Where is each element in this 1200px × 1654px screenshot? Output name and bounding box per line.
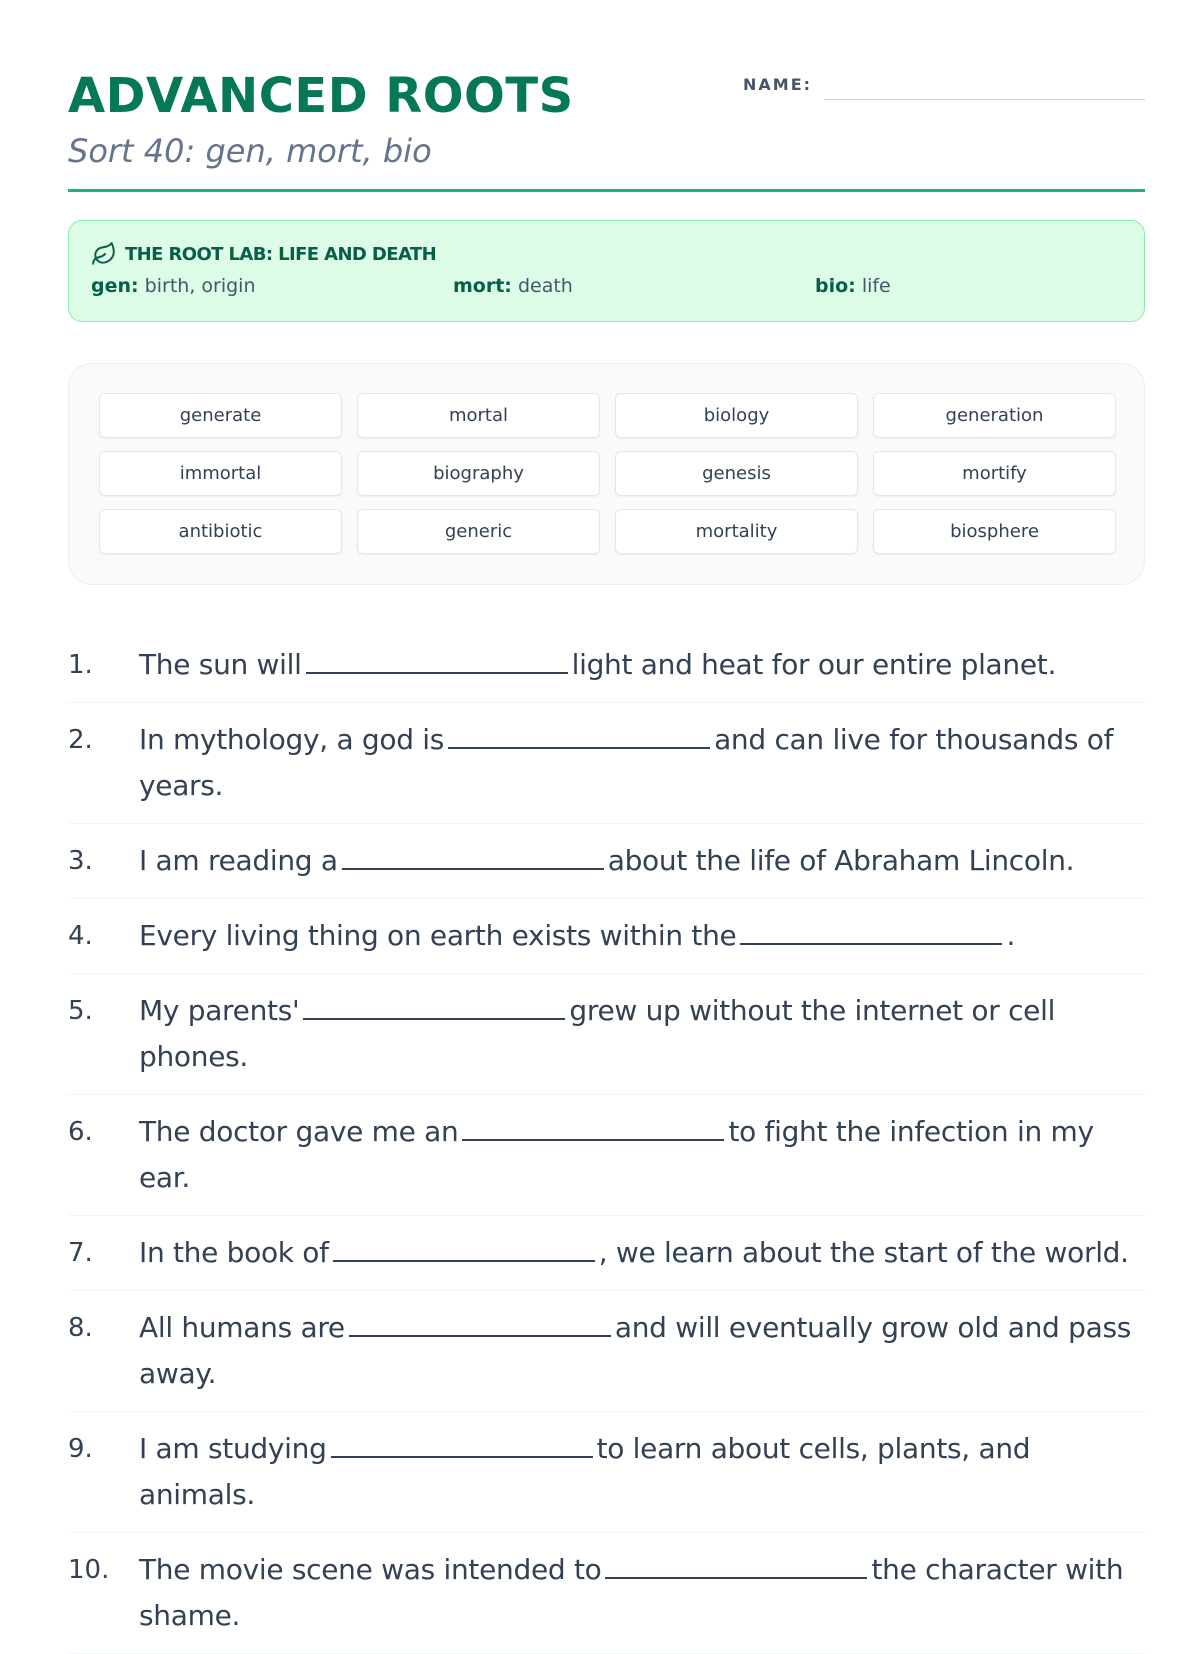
sentence-after: about the life of Abraham Lincoln. xyxy=(607,844,1075,877)
word-card[interactable]: generate xyxy=(99,393,342,438)
sentence-number: 5. xyxy=(68,996,93,1026)
sentence-item xyxy=(68,1412,1145,1533)
sentence-number: 2. xyxy=(68,725,93,755)
sentence-text xyxy=(139,988,1145,1080)
sentence-number: 10. xyxy=(68,1555,110,1585)
root-meaning: birth, origin xyxy=(144,275,256,297)
root-lab-title: THE ROOT LAB: LIFE AND DEATH xyxy=(125,243,437,265)
sentence-text xyxy=(139,913,1145,959)
sentence-after: and will eventually grow old and pass away. xyxy=(139,1311,1132,1390)
word-card[interactable]: antibiotic xyxy=(99,509,342,554)
answer-blank[interactable] xyxy=(306,642,568,674)
sentence-after: to learn about cells, plants, and animals. xyxy=(139,1432,1031,1511)
sentence-after: grew up without the internet or cell phones. xyxy=(139,994,1056,1073)
sentence-text xyxy=(139,1547,1145,1639)
word-card[interactable]: immortal xyxy=(99,451,342,496)
word-card[interactable]: mortify xyxy=(873,451,1116,496)
root-name: gen: xyxy=(91,275,139,297)
sentence-item xyxy=(68,628,1145,703)
sentence-number: 8. xyxy=(68,1313,93,1343)
sentence-number: 9. xyxy=(68,1434,93,1464)
page-subtitle: Sort 40: gen, mort, bio xyxy=(68,132,432,170)
sentence-text xyxy=(139,1305,1145,1397)
root-lab-panel xyxy=(68,220,1145,322)
sentence-item xyxy=(68,899,1145,974)
sentence-number: 7. xyxy=(68,1238,93,1268)
word-card[interactable]: biography xyxy=(357,451,600,496)
sentence-after: the character with shame. xyxy=(139,1553,1124,1632)
answer-blank[interactable] xyxy=(349,1305,611,1337)
answer-blank[interactable] xyxy=(331,1426,593,1458)
sentence-item xyxy=(68,1095,1145,1216)
word-bank xyxy=(68,363,1145,585)
sentence-before: I am studying xyxy=(139,1432,327,1465)
root-name: bio: xyxy=(815,275,856,297)
sentence-text xyxy=(139,838,1145,884)
sentence-before: Every living thing on earth exists within the xyxy=(139,919,737,952)
root-definition-mort xyxy=(453,275,573,297)
root-name: mort: xyxy=(453,275,512,297)
word-card[interactable]: generic xyxy=(357,509,600,554)
worksheet-header xyxy=(68,0,1145,192)
sentence-item xyxy=(68,1216,1145,1291)
answer-blank[interactable] xyxy=(342,838,604,870)
word-card[interactable]: genesis xyxy=(615,451,858,496)
leaf-icon xyxy=(91,241,117,267)
sentence-item xyxy=(68,1291,1145,1412)
sentence-after: , we learn about the start of the world. xyxy=(598,1236,1129,1269)
sentence-before: In mythology, a god is xyxy=(139,723,445,756)
sentence-text xyxy=(139,642,1145,688)
root-definition-gen xyxy=(91,275,256,297)
worksheet-page xyxy=(68,0,1145,1632)
sentence-number: 4. xyxy=(68,921,93,951)
word-bank-grid xyxy=(99,393,1116,554)
page-title: ADVANCED ROOTS xyxy=(68,68,574,124)
answer-blank[interactable] xyxy=(605,1547,867,1579)
sentence-after: and can live for thousands of years. xyxy=(139,723,1114,802)
sentence-text xyxy=(139,1426,1145,1518)
word-card[interactable]: biology xyxy=(615,393,858,438)
sentence-before: The movie scene was intended to xyxy=(139,1553,602,1586)
word-card[interactable]: mortality xyxy=(615,509,858,554)
answer-blank[interactable] xyxy=(462,1109,724,1141)
word-card[interactable]: generation xyxy=(873,393,1116,438)
word-card[interactable]: mortal xyxy=(357,393,600,438)
root-definition-bio xyxy=(815,275,891,297)
sentence-list xyxy=(68,628,1145,1654)
sentence-number: 3. xyxy=(68,846,93,876)
answer-blank[interactable] xyxy=(303,988,565,1020)
name-field[interactable] xyxy=(824,99,1145,100)
sentence-text xyxy=(139,717,1145,809)
sentence-after: . xyxy=(1006,919,1016,952)
word-card[interactable]: biosphere xyxy=(873,509,1116,554)
sentence-number: 1. xyxy=(68,650,93,680)
sentence-item xyxy=(68,824,1145,899)
root-meaning: death xyxy=(517,275,573,297)
sentence-after: light and heat for our entire planet. xyxy=(571,648,1057,681)
sentence-number: 6. xyxy=(68,1117,93,1147)
answer-blank[interactable] xyxy=(448,717,710,749)
sentence-text xyxy=(139,1109,1145,1201)
answer-blank[interactable] xyxy=(740,913,1002,945)
sentence-before: My parents' xyxy=(139,994,300,1027)
sentence-text xyxy=(139,1230,1145,1276)
sentence-before: In the book of xyxy=(139,1236,329,1269)
sentence-item xyxy=(68,703,1145,824)
sentence-before: I am reading a xyxy=(139,844,338,877)
sentence-before: The doctor gave me an xyxy=(139,1115,459,1148)
root-lab-heading xyxy=(91,241,436,267)
answer-blank[interactable] xyxy=(333,1230,595,1262)
sentence-after: to fight the infection in my ear. xyxy=(139,1115,1094,1194)
root-meaning: life xyxy=(861,275,891,297)
name-label: NAME: xyxy=(743,75,813,94)
sentence-item xyxy=(68,974,1145,1095)
sentence-before: The sun will xyxy=(139,648,302,681)
sentence-before: All humans are xyxy=(139,1311,345,1344)
sentence-item xyxy=(68,1533,1145,1654)
